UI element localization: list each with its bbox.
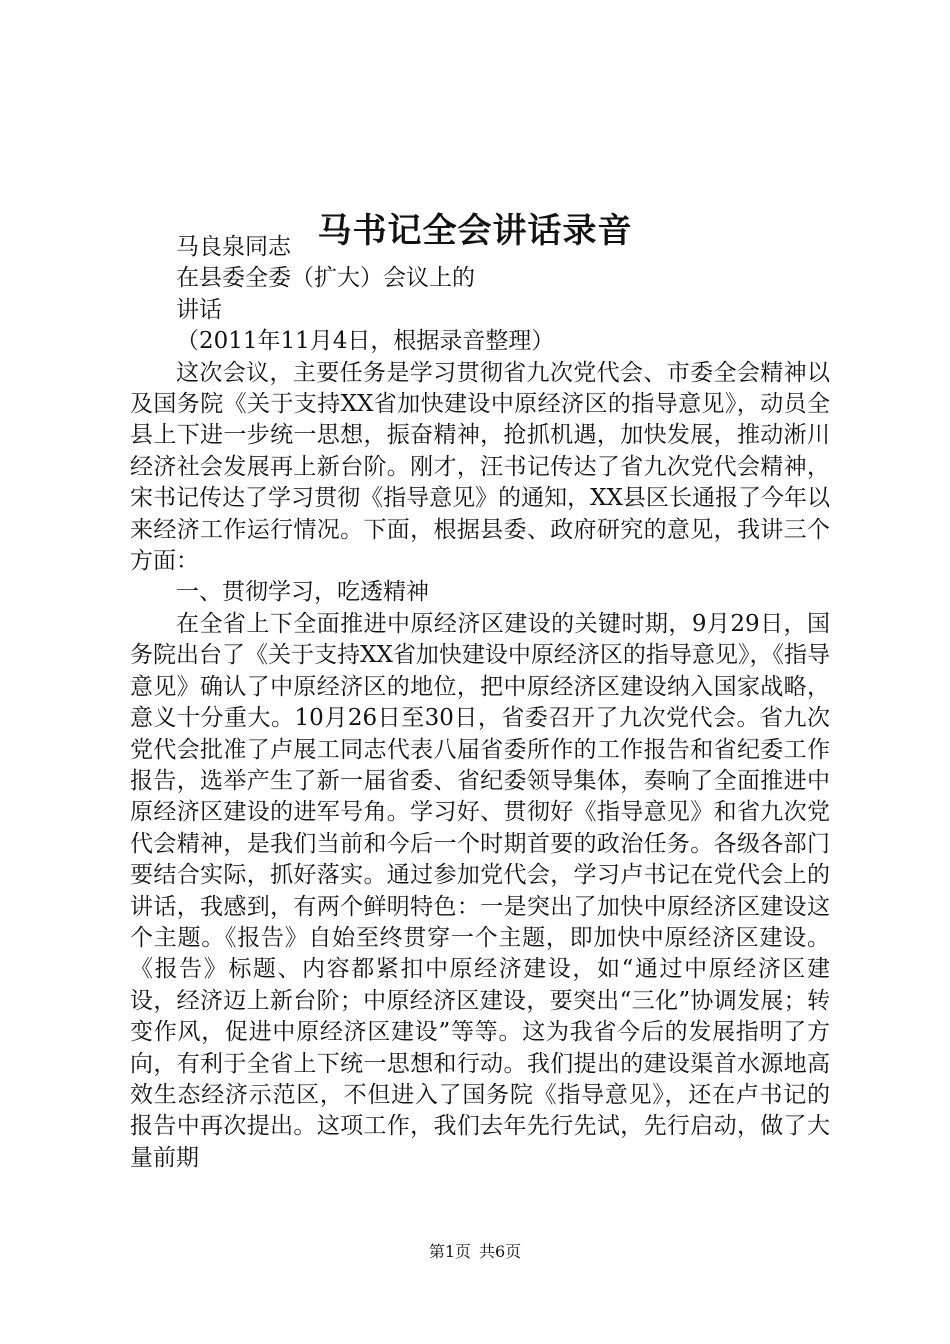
occasion-line: 在县委全委（扩大）会议上的 — [176, 265, 475, 292]
page-total: 共6页 — [479, 1242, 522, 1261]
document-title: 马书记全会讲话录音 — [317, 210, 633, 251]
section-heading: 一、贯彻学习，吃透精神 — [176, 579, 429, 606]
document-body — [130, 232, 830, 1174]
intro-paragraph: 这次会议，主要任务是学习贯彻省九次党代会、市委全会精神以及国务院《关于支持XX省加快建设中原经济区的指导意见》，动员全县上下进一步统一思想，振奋精神，抢抓机遇，加快发展，推动淅川经济社会发展再上新台阶。刚才，汪书记传达了省九次党代会精神，宋书记传达了学习贯彻《指导意见》的通知，XX县区长通报了今年以来经济工作运行情况。下面，根据县委、政府研究的意见，我讲三个方面： — [130, 359, 830, 575]
page-number: 第1页 — [428, 1242, 471, 1261]
speaker-line: 马良泉同志 — [176, 234, 291, 260]
speech-label: 讲话 — [176, 296, 222, 323]
date-note: （2011年11月4日，根据录音整理） — [176, 328, 555, 355]
section-paragraph: 在全省上下全面推进中原经济区建设的关键时期，9月29日，国务院出台了《关于支持XX省加快建设中原经济区的指导意见》，《指导意见》确认了中原经济区的地位，把中原经济区建设纳入国家战略，意义十分重大。10月26日至30日，省委召开了九次党代会。省九次党代会批准了卢展工同志代表八届省委所作的工作报告和省纪委工作报告，选举产生了新一届省委、省纪委领导集体，奏响了全面推进中原经济区建设的进军号角。学习好、贯彻好《指导意见》和省九次党代会精神，是我们当前和今后一个时期首要的政治任务。各级各部门要结合实际，抓好落实。通过参加党代会，学习卢书记在党代会上的讲话，我感到，有两个鲜明特色：一是突出了加快中原经济区建设这个主题。《报告》自始至终贯穿一个主题，即加快中原经济区建设。《报告》标题、内容都紧扣中原经济建设，如“通过中原经济区建设，经济迈上新台阶；中原经济区建设，要突出“三化”协调发展；转变作风，促进中原经济区建设”等等。这为我省今后的发展指明了方向，有利于全省上下统一思想和行动。我们提出的建设渠首水源地高效生态经济示范区，不但进入了国务院《指导意见》，还在卢书记的报告中再次提出。这项工作，我们去年先行先试，先行启动，做了大量前期 — [130, 610, 830, 1171]
page-footer — [0, 1241, 950, 1263]
